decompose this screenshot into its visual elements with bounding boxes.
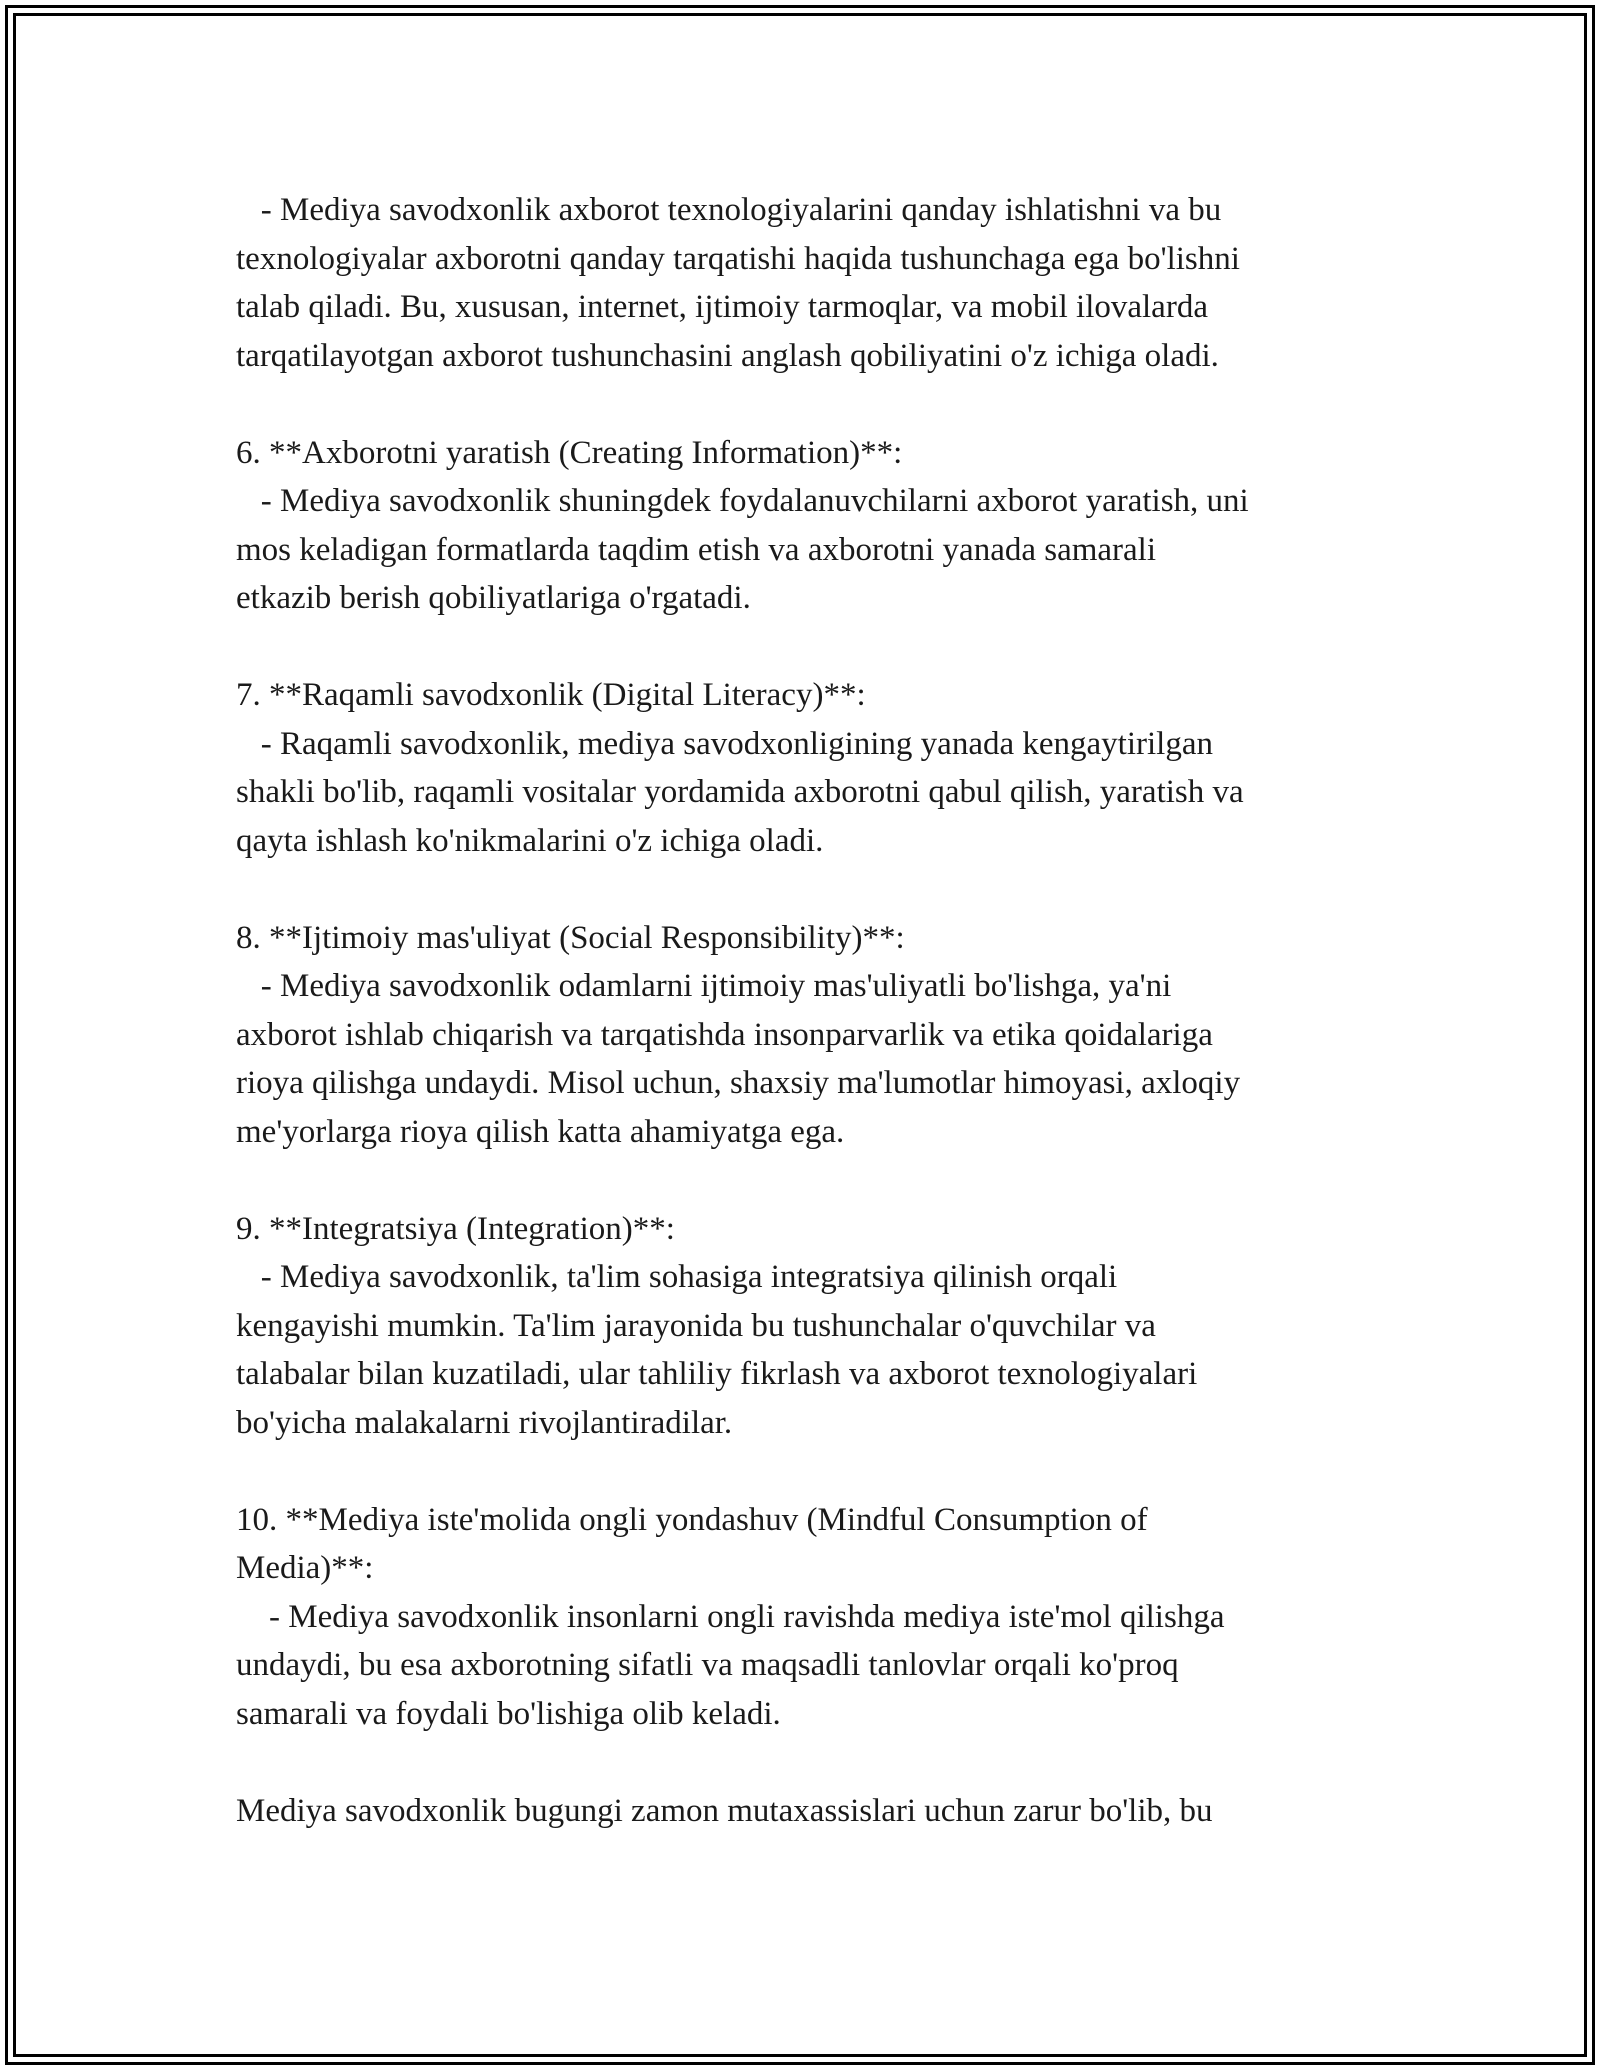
paragraph-gap [236, 380, 1396, 429]
paragraph-media-technology [236, 186, 1396, 380]
text-line: - Mediya savodxonlik axborot texnologiyalarini qanday ishlatishni va bu [236, 192, 1222, 228]
text-line: mos keladigan formatlarda taqdim etish va axborotni yanada samarali [236, 531, 1157, 568]
paragraph-gap [236, 865, 1396, 914]
section-6-creating-information [236, 429, 1396, 623]
text-line: axborot ishlab chiqarish va tarqatishda insonparvarlik va etika qoidalariga [236, 1016, 1213, 1053]
paragraph-gap [236, 1738, 1396, 1787]
text-line: bo'yicha malakalarni rivojlantiradilar. [236, 1404, 733, 1441]
text-line: talab qiladi. Bu, xususan, internet, ijtimoiy tarmoqlar, va mobil ilovalarda [236, 289, 1208, 325]
text-line: - Mediya savodxonlik odamlarni ijtimoiy mas'uliyatli bo'lishga, ya'ni [236, 968, 1172, 1004]
section-heading-continued: Media)**: [236, 1550, 374, 1586]
section-heading: 6. **Axborotni yaratish (Creating Information)**: [236, 434, 903, 471]
section-7-digital-literacy [236, 671, 1396, 865]
text-line: rioya qilishga undaydi. Misol uchun, shaxsiy ma'lumotlar himoyasi, axloqiy [236, 1065, 1241, 1101]
text-line: qayta ishlash ko'nikmalarini o'z ichiga oladi. [236, 822, 824, 859]
paragraph-conclusion [236, 1787, 1396, 1836]
text-line: - Mediya savodxonlik, ta'lim sohasiga integratsiya qilinish orqali [236, 1259, 1118, 1295]
paragraph-gap [236, 623, 1396, 672]
text-line: undaydi, bu esa axborotning sifatli va maqsadli tanlovlar orqali ko'proq [236, 1647, 1179, 1683]
text-line: - Raqamli savodxonlik, mediya savodxonligining yanada kengaytirilgan [236, 725, 1213, 762]
text-line: tarqatilayotgan axborot tushunchasini anglash qobiliyatini o'z ichiga oladi. [236, 337, 1219, 374]
text-line: Mediya savodxonlik bugungi zamon mutaxassislari uchun zarur bo'lib, bu [236, 1792, 1213, 1829]
text-line: talabalar bilan kuzatiladi, ular tahliliy fikrlash va axborot texnologiyalari [236, 1356, 1198, 1392]
section-heading: 7. **Raqamli savodxonlik (Digital Literacy)**: [236, 677, 866, 713]
document-body [236, 186, 1396, 1835]
section-8-social-responsibility [236, 914, 1396, 1157]
section-heading: 8. **Ijtimoiy mas'uliyat (Social Responsibility)**: [236, 919, 905, 956]
paragraph-gap [236, 1447, 1396, 1496]
text-line: me'yorlarga rioya qilish katta ahamiyatga ega. [236, 1113, 845, 1150]
text-line: texnologiyalar axborotni qanday tarqatishi haqida tushunchaga ega bo'lishni [236, 240, 1240, 277]
section-9-integration [236, 1205, 1396, 1448]
section-heading: 10. **Mediya iste'molida ongli yondashuv (Mindful Consumption of [236, 1501, 1148, 1538]
text-line: samarali va foydali bo'lishiga olib keladi. [236, 1695, 781, 1732]
text-line: - Mediya savodxonlik shuningdek foydalanuvchilarni axborot yaratish, uni [236, 483, 1249, 519]
paragraph-gap [236, 1156, 1396, 1205]
text-line: etkazib berish qobiliyatlariga o'rgatadi. [236, 580, 751, 616]
section-10-mindful-consumption [236, 1496, 1396, 1739]
text-line: shakli bo'lib, raqamli vositalar yordamida axborotni qabul qilish, yaratish va [236, 774, 1244, 810]
text-line: - Mediya savodxonlik insonlarni ongli ravishda mediya iste'mol qilishga [236, 1598, 1225, 1635]
section-heading: 9. **Integratsiya (Integration)**: [236, 1210, 675, 1247]
text-line: kengayishi mumkin. Ta'lim jarayonida bu tushunchalar o'quvchilar va [236, 1307, 1156, 1344]
